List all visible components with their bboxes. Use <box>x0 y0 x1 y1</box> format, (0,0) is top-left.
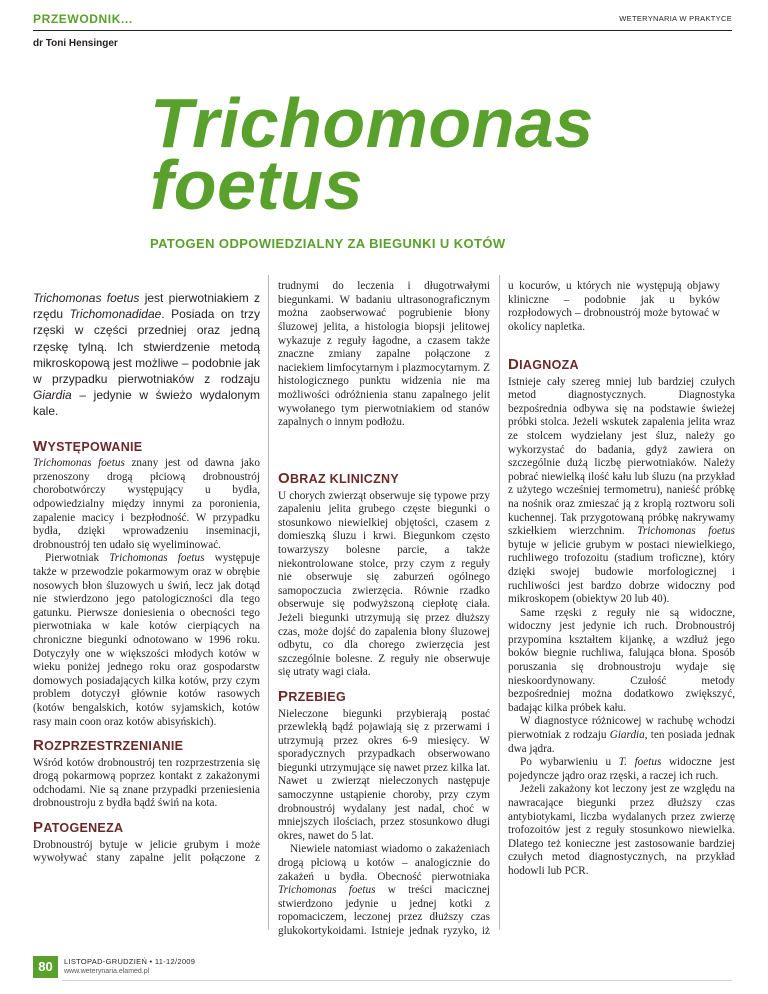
paragraph: Trichomonas foetus znany jest od dawna jako przenoszony drogą płciową drobnoustrój chorobotwórczy występujący u bydła, odpowiedzialny między innymi za poronienia, zapalenie macicy i bezpłodność. W przypadku bydła, dzięki wprowadzeniu inseminacji, drobnoustrój ten udało się wyeliminować. <box>33 457 260 551</box>
heading-obraz-kliniczny: OBRAZ KLINICZNY <box>278 470 400 487</box>
paragraph-przebieg-2: Niewiele natomiast wiadomo o zakażeniach drogą płciową u kotów – analogicznie do zakażeń u bydła. Obecność pierwotniaka Trichomonas foetus w treści macicznej stwierdzono jedynie u jednej kotki z ropomaciczem, leczonej przez dłuższy czas glukokortykoidami. Istnieje jednak ryzyko, iż <box>278 843 490 937</box>
heading-diagnoza: DIAGNOZA <box>508 356 579 373</box>
przebieg-continuation: u kocurów, u których nie występują objawy kliniczne – podobnie jak u byków rozpłodowych – drobnoustrój może bytować w okolicy napletka. <box>508 280 720 333</box>
website-link[interactable]: www.weterynaria.elamed.pl <box>64 968 150 975</box>
paragraph: Jeżeli zakażony kot leczony jest ze względu na nawracające biegunki przez dłuższy czas antybiotykami, liczba wydalanych przez zwierzę trofozoitów jest z reguły stosunkowo niewielka. Dlatego też konieczne jest zastosowanie bardziej czułych metod diagnostycznych, na przykład hodowli lub PCR. <box>508 783 735 877</box>
section-label: PRZEWODNIK... <box>33 12 133 26</box>
footer-divider <box>62 980 732 981</box>
header-divider <box>33 30 732 31</box>
paragraph: W diagnostyce różnicowej w rachubę wchodzi pierwotniak z rodzaju Giardia, ten posiada jednak dwa jądra. <box>508 715 735 755</box>
paragraph: U chorych zwierząt obserwuje się typowe przy zapaleniu jelita grubego częste biegunki o stosunkowo niewielkiej objętości, czasem z domieszką śluzu i krwi. Biegunkom często towarzyszy bolesne parcie, a także niekontrolowane stolce, przy czym z reguły nie obserwuje się zaburzeń ogólnego samopoczucia zwierzęcia. Równie rzadko obserwuje się podwyższoną ciepłotę ciała. Jeżeli biegunki utrzymują się przez dłuższy czas, może dojść do zapalenia błony śluzowej odbytu, co dla chorego zwierzęcia jest szczególnie bolesne. Z reguły nie obserwuje się utraty wagi ciała. <box>278 489 490 679</box>
author: dr Toni Hensinger <box>33 38 118 49</box>
paragraph: Nieleczone biegunki przybierają postać przewlekłą bądź pojawiają się z przerwami i utrzymują przez okres 6-9 miesięcy. W sporadycznych przypadkach obserwowano biegunki utrzymujące się nawet przez kilka lat. Nawet u zwierząt nieleczonych następuje samoczynne ustąpienie choroby, przy czym drobnoustrój wydalany jest nadal, choć w mniejszych ilościach, przez stosunkowo długi okres, nawet do 5 lat. <box>278 707 490 842</box>
paragraph: Po wybarwieniu u T. foetus widoczne jest pojedyncze jądro oraz rzęski, a raczej ich ruch. <box>508 756 735 782</box>
article-subtitle: PATOGEN ODPOWIEDZIALNY ZA BIEGUNKI U KOTÓW <box>150 236 506 251</box>
paragraph: Wśród kotów drobnoustrój ten rozprzestrzenia się drogą pokarmową poprzez kontakt z zakażonymi odchodami. Nie są znane przypadki przeniesienia drobnoustroju z bydła bądź świń na kota. <box>33 756 260 810</box>
heading-wystepowanie: WYSTĘPOWANIE <box>33 437 143 455</box>
title-line-1: Trichomonas <box>150 84 594 162</box>
issue-info: LISTOPAD-GRUDZIEŃ • 11-12/2009 <box>64 957 196 966</box>
column-2 <box>278 280 490 938</box>
heading-przebieg: PRZEBIEG <box>278 687 346 705</box>
paragraph-patogeneza: Drobnoustrój bytuje w jelicie grubym i może wywoływać stany zapalne jelit połączone z <box>33 838 260 865</box>
lead-paragraph: Trichomonas foetus jest pierwotniakiem z rzędu Trichomonadidae. Posiada on trzy rzęski w części przedniej oraz jedną rzęskę tylną. Ich stwierdzenie metodą mikroskopową jest możliwe – podobnie jak w przypadku pierwotniaków z rodzaju Giardia – jedynie w świeżo wydalonym kale. <box>33 291 260 419</box>
article-title <box>150 84 594 224</box>
paragraph: Pierwotniak Trichomonas foetus występuje także w przewodzie pokarmowym oraz w obrębie nosowych błon śluzowych u świń, lecz jak dotąd nie stwierdzono jego patologiczności dla tego gatunku. Pierwsze doniesienia o obecności tego pierwotniaka w kale kotów cierpiących na chroniczne biegunki odnotowano w 1996 roku. Dotyczyły one w większości młodych kotów w wieku poniżej jednego roku oraz gospodarstw domowych posiadających kilka kotów, przy czym problem dotyczył głównie kotów rasowych (kotów bengalskich, kotów syjamskich, kotów rasy main coon oraz kotów abisyńskich). <box>33 552 260 728</box>
heading-patogeneza: PATOGENEZA <box>33 819 124 837</box>
column-1 <box>33 280 260 866</box>
patogeneza-continuation: trudnymi do leczenia i długotrwałymi biegunkami. W badaniu ultrasonograficznym można zaobserwować pogrubienie błony śluzowej jelita, a histologia biopsji jelitowej wykazuje z reguły łagodne, a czasem także znaczne zmiany zapalne połączone z naciekiem limfocytarnym i plazmocytarnym. Z histologicznego punktu widzenia nie ma możliwości odróżnienia stanu zapalnego jelit wywołanego tym pierwotniakiem od stanów zapalnych o innym podłożu. <box>278 280 490 429</box>
heading-rozprzestrzenianie: ROZPRZESTRZENIANIE <box>33 737 184 755</box>
column-divider-1 <box>268 275 269 930</box>
page-number: 80 <box>33 956 58 978</box>
column-divider-2 <box>499 275 500 930</box>
title-line-2: foetus <box>150 146 363 224</box>
column-3 <box>508 280 735 879</box>
paragraph: Istnieje cały szereg mniej lub bardziej czułych metod diagnostycznych. Diagnostyka bezpośrednia odbywa się na podstawie świeżej próbki stolca. Jeżeli wskutek zapalenia jelita wraz ze stolcem wydzielany jest śluz, należy go wykorzystać do badania, gdyż zawiera on szczególnie dużą liczbę pierwotniaków. Należy pobrać niewielką ilość kału lub śluzu (na przykład z użytego wcześniej termometru), nanieść próbkę na nośnik oraz zmieszać ją z kroplą roztworu soli kuchennej. Tak przygotowaną próbkę nakrywamy szkiełkiem wierzchnim. Trichomonas foetus bytuje w jelicie grubym w postaci niewielkiego, ruchliwego trofozoitu (stadium troficzne), który dzięki swojej budowie morfologicznej i ruchliwości jest bardzo dobrze widoczny pod mikroskopem (obiektyw 20 lub 40). <box>508 375 735 606</box>
journal-name: WETERYNARIA W PRAKTYCE <box>619 14 732 23</box>
paragraph: Same rzęski z reguły nie są widoczne, widoczny jest jedynie ich ruch. Drobnoustrój przypomina kształtem kijankę, a wzdłuż jego boków biegnie ruchliwa, falująca błona. Sposób poruszania się drobnoustroju wydaje się nieskoordynowany. Czułość metody bezpośredniej można dodatkowo zwiększyć, badając kilka próbek kału. <box>508 606 735 714</box>
